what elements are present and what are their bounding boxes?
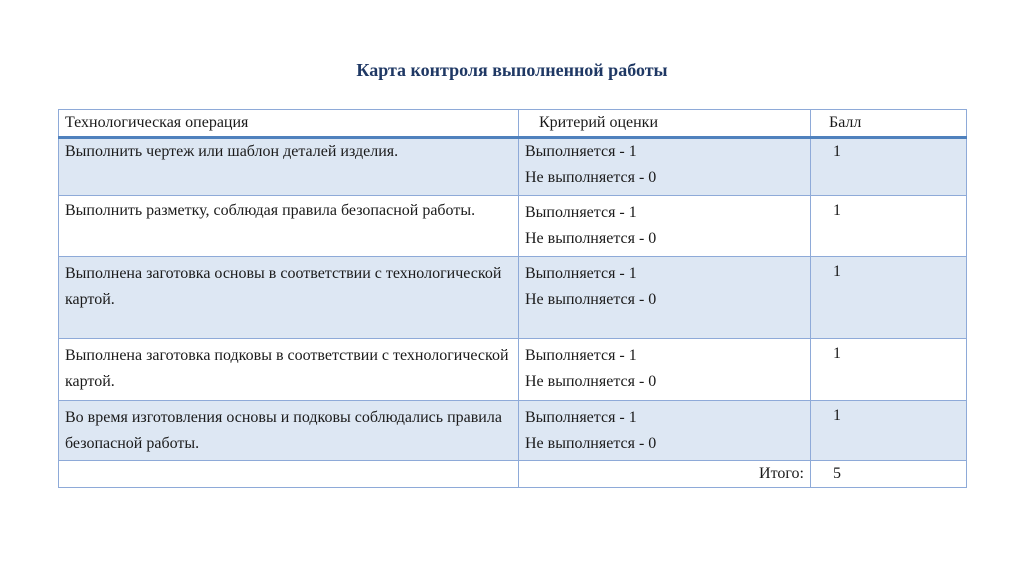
criterion-yes: Выполняется - 1 [525, 204, 637, 221]
table-row [59, 196, 967, 257]
criterion-no: Не выполняется - 0 [525, 230, 657, 247]
operation-cell: Выполнена заготовка основы в соответствии с технологической картой. [59, 257, 519, 339]
table-row [59, 339, 967, 401]
criterion-yes: Выполняется - 1 [525, 347, 637, 364]
total-label: Итого: [519, 461, 811, 488]
criterion-cell [519, 339, 811, 401]
header-operation: Технологическая операция [59, 110, 519, 138]
table-row [59, 257, 967, 339]
criterion-cell [519, 401, 811, 461]
header-criterion: Критерий оценки [519, 110, 811, 138]
criterion-yes: Выполняется - 1 [525, 143, 637, 160]
operation-cell: Выполнена заготовка подковы в соответствии с технологической картой. [59, 339, 519, 401]
score-cell: 1 [811, 257, 967, 339]
total-row [59, 461, 967, 488]
criterion-cell [519, 196, 811, 257]
total-value: 5 [811, 461, 967, 488]
score-cell: 1 [811, 339, 967, 401]
page-title: Карта контроля выполненной работы [356, 60, 668, 80]
criterion-cell [519, 257, 811, 339]
total-empty-cell [59, 461, 519, 488]
table-row [59, 401, 967, 461]
criterion-no: Не выполняется - 0 [525, 373, 657, 390]
criterion-no: Не выполняется - 0 [525, 435, 657, 452]
criterion-yes: Выполняется - 1 [525, 409, 637, 426]
table-header-row [59, 110, 967, 138]
criterion-no: Не выполняется - 0 [525, 291, 657, 308]
criterion-cell [519, 138, 811, 196]
table-row [59, 138, 967, 196]
operation-cell: Во время изготовления основы и подковы соблюдались правила безопасной работы. [59, 401, 519, 461]
criterion-yes: Выполняется - 1 [525, 265, 637, 282]
score-cell: 1 [811, 196, 967, 257]
header-score: Балл [811, 110, 967, 138]
operation-cell: Выполнить чертеж или шаблон деталей изделия. [59, 138, 519, 196]
operation-cell: Выполнить разметку, соблюдая правила безопасной работы. [59, 196, 519, 257]
control-table [58, 109, 967, 488]
score-cell: 1 [811, 138, 967, 196]
criterion-no: Не выполняется - 0 [525, 169, 657, 186]
score-cell: 1 [811, 401, 967, 461]
